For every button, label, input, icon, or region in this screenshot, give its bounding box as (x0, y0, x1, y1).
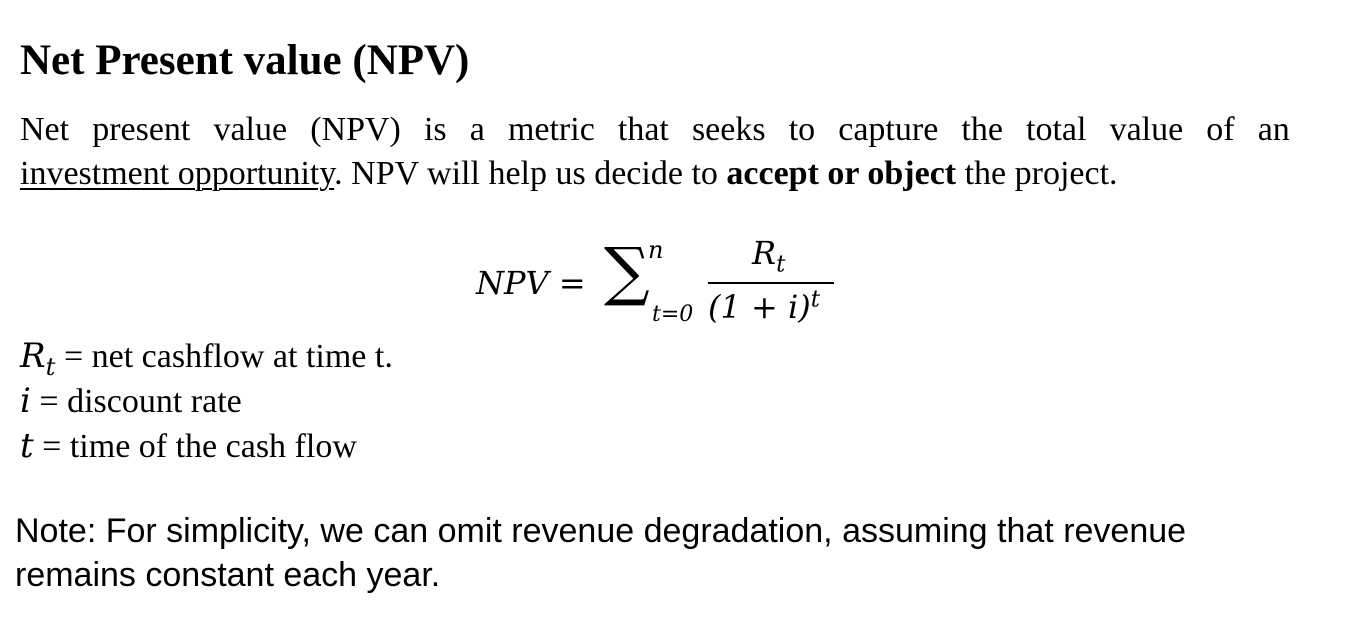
variable-symbol: R (20, 336, 46, 376)
definition-row (20, 424, 393, 469)
definition-variable: i (20, 381, 31, 421)
sigma-symbol: ∑ (604, 235, 650, 309)
intro-paragraph (20, 108, 1290, 196)
intro-word: that (617, 111, 669, 148)
definitions-list (20, 334, 393, 469)
definition-row (20, 334, 393, 379)
formula-denominator (708, 288, 820, 326)
definition-text: net cashflow at time t. (91, 338, 393, 375)
intro-word: Net (20, 111, 70, 148)
definition-text: discount rate (67, 383, 242, 420)
intro-end: the project. (956, 155, 1118, 192)
simplicity-note: Note: For simplicity, we can omit revenue degradation, assuming that revenue remains constant each year. (15, 512, 1187, 594)
denominator-base: (1 + i) (708, 288, 811, 326)
intro-word: seeks (691, 111, 766, 148)
denominator-exponent: t (810, 286, 820, 313)
npv-formula (476, 232, 846, 332)
intro-word: of (1206, 111, 1235, 148)
intro-word: to (788, 111, 816, 148)
definition-variable: t (20, 426, 34, 466)
intro-bold-phrase: accept or object (726, 155, 957, 192)
intro-word: (NPV) (310, 111, 401, 148)
intro-word: a (469, 111, 485, 148)
intro-word: value (1109, 111, 1184, 148)
formula-numerator (752, 234, 786, 278)
intro-word: the (961, 111, 1003, 148)
definition-text: time of the cash flow (69, 428, 357, 465)
numerator-subscript: t (776, 251, 786, 278)
investment-opportunity-link[interactable]: investment opportunity (20, 155, 335, 192)
page-title: Net Present value (NPV) (20, 36, 470, 84)
definition-row (20, 379, 393, 424)
intro-after-link: . NPV will help us decide to (334, 155, 727, 192)
definition-variable (20, 334, 56, 381)
intro-line-1 (20, 108, 1290, 152)
intro-word: an (1257, 111, 1290, 148)
intro-word: value (213, 111, 288, 148)
variable-subscript: t (45, 351, 56, 381)
intro-word: metric (507, 111, 595, 148)
intro-word: is (423, 111, 447, 148)
sum-lower-limit: t=0 (652, 302, 694, 327)
numerator-var: R (752, 234, 777, 272)
sum-upper-limit: n (648, 236, 664, 264)
intro-line-2 (20, 152, 1290, 196)
definition-equals: = (55, 338, 92, 375)
intro-word: capture (838, 111, 939, 148)
definition-equals: = (30, 383, 68, 420)
fraction-bar (708, 282, 834, 284)
definition-equals: = (33, 428, 70, 465)
intro-word: total (1026, 111, 1087, 148)
intro-word: present (92, 111, 191, 148)
formula-lhs: NPV = (476, 264, 586, 302)
